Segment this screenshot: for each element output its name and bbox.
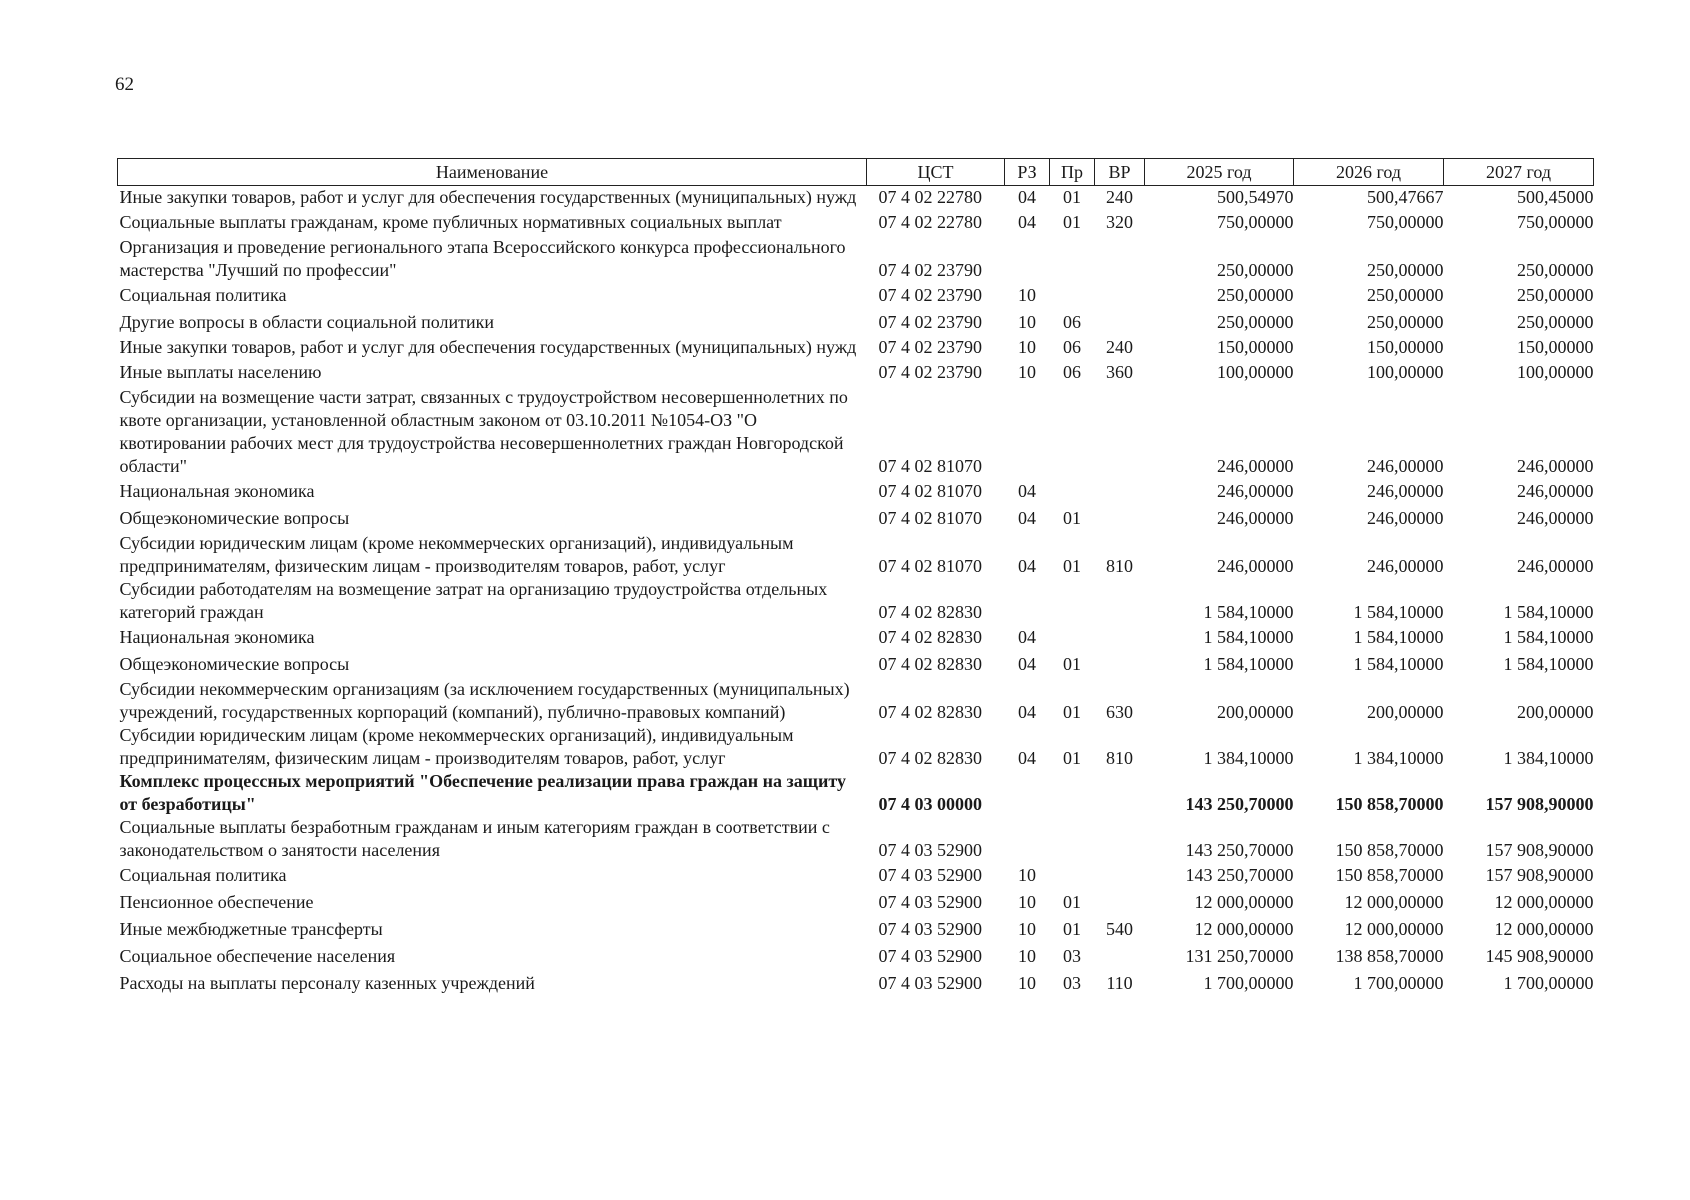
cell-2026: 12 000,00000 [1344,892,1444,912]
cell-name: Пенсионное обеспечение [119,892,314,912]
cell-pr: 01 [1063,508,1081,528]
table-row [118,916,1594,943]
cell-2027: 500,45000 [1517,187,1594,207]
table-row [118,624,1594,651]
cell-pr: 01 [1063,187,1081,207]
budget-table [117,158,1594,997]
cell-vr [1095,943,1145,970]
cell-name: Социальные выплаты гражданам, кроме публичных нормативных социальных выплат [119,212,782,232]
cell-2027: 246,00000 [1517,481,1594,501]
cell-2027: 157 908,90000 [1485,794,1594,814]
cell-rz: 10 [1018,312,1036,332]
cell-2025: 143 250,70000 [1185,840,1294,860]
cell-cst: 07 4 02 82830 [878,627,982,647]
cell-pr: 03 [1063,973,1081,993]
cell-name: Комплекс процессных мероприятий "Обеспечение реализации права граждан на защиту от безработицы" [119,771,846,814]
cell-name: Иные выплаты населению [119,362,322,382]
cell-name: Иные межбюджетные трансферты [119,919,383,939]
cell-pr: 03 [1063,946,1081,966]
cell-cst: 07 4 03 52900 [878,892,982,912]
cell-2025: 1 584,10000 [1203,627,1294,647]
cell-rz: 10 [1018,892,1036,912]
cell-cst: 07 4 03 52900 [878,919,982,939]
table-row [118,309,1594,336]
cell-2026: 1 584,10000 [1353,654,1444,674]
cell-pr: 01 [1063,748,1081,768]
cell-2026: 246,00000 [1367,556,1444,576]
cell-2026: 150 858,70000 [1335,840,1444,860]
cell-2027: 200,00000 [1517,702,1594,722]
cell-2026: 246,00000 [1367,508,1444,528]
cell-2025: 1 584,10000 [1203,602,1294,622]
cell-cst: 07 4 02 81070 [878,481,982,501]
cell-vr [1095,862,1145,889]
cell-rz [1005,578,1050,624]
cell-rz: 04 [1018,654,1036,674]
cell-2026: 1 384,10000 [1353,748,1444,768]
table-header-row [118,159,1594,186]
cell-vr [1095,624,1145,651]
cell-pr [1050,578,1095,624]
cell-vr [1095,282,1145,309]
cell-2025: 500,54970 [1217,187,1294,207]
cell-vr [1095,578,1145,624]
table-row [118,478,1594,505]
page-number: 62 [115,74,134,95]
cell-rz: 10 [1018,973,1036,993]
cell-vr [1095,236,1145,282]
cell-2025: 150,00000 [1217,337,1294,357]
table-row [118,386,1594,478]
cell-name: Социальная политика [119,865,287,885]
cell-rz: 10 [1018,946,1036,966]
cell-pr: 01 [1063,212,1081,232]
table-row [118,678,1594,724]
cell-pr [1050,816,1095,862]
cell-2026: 500,47667 [1367,187,1444,207]
header-vr: ВР [1095,159,1145,186]
table-row [118,359,1594,386]
cell-vr: 360 [1106,362,1133,382]
table-body [118,186,1594,998]
cell-cst: 07 4 02 82830 [878,748,982,768]
cell-pr [1050,282,1095,309]
cell-vr [1095,889,1145,916]
cell-pr [1050,770,1095,816]
cell-cst: 07 4 02 23790 [878,362,982,382]
cell-2027: 246,00000 [1517,556,1594,576]
cell-pr [1050,386,1095,478]
cell-rz: 04 [1018,187,1036,207]
header-2027: 2027 год [1444,159,1594,186]
cell-2025: 200,00000 [1217,702,1294,722]
cell-2027: 250,00000 [1517,312,1594,332]
cell-cst: 07 4 02 23790 [878,337,982,357]
cell-name: Субсидии юридическим лицам (кроме некоммерческих организаций), индивидуальным предпринимателям, физическим лицам - производителям товаров, работ, услуг [119,725,794,768]
cell-2026: 100,00000 [1367,362,1444,382]
cell-2027: 250,00000 [1517,285,1594,305]
cell-vr: 240 [1106,187,1133,207]
cell-2026: 246,00000 [1367,456,1444,476]
header-pr: Пр [1050,159,1095,186]
cell-2025: 250,00000 [1217,312,1294,332]
cell-2027: 12 000,00000 [1494,892,1594,912]
cell-2027: 100,00000 [1517,362,1594,382]
header-cst: ЦСТ [867,159,1005,186]
table-row [118,209,1594,236]
cell-2027: 1 700,00000 [1503,973,1594,993]
cell-vr: 240 [1106,337,1133,357]
cell-2025: 250,00000 [1217,260,1294,280]
cell-pr: 01 [1063,919,1081,939]
cell-2025: 1 384,10000 [1203,748,1294,768]
cell-cst: 07 4 02 81070 [878,508,982,528]
table-row [118,532,1594,578]
cell-2027: 1 584,10000 [1503,602,1594,622]
cell-2026: 1 700,00000 [1353,973,1444,993]
cell-vr [1095,505,1145,532]
cell-rz: 04 [1018,627,1036,647]
cell-cst: 07 4 02 22780 [878,187,982,207]
cell-2026: 250,00000 [1367,285,1444,305]
cell-rz: 04 [1018,748,1036,768]
cell-name: Социальные выплаты безработным гражданам и иным категориям граждан в соответствии с законодательством о занятости населения [119,817,830,860]
cell-2026: 750,00000 [1367,212,1444,232]
cell-2025: 143 250,70000 [1185,865,1294,885]
cell-name: Общеэкономические вопросы [119,508,350,528]
cell-2027: 1 584,10000 [1503,627,1594,647]
cell-pr [1050,624,1095,651]
cell-vr: 540 [1106,919,1133,939]
table-row [118,578,1594,624]
cell-2025: 12 000,00000 [1194,919,1294,939]
cell-name: Организация и проведение регионального этапа Всероссийского конкурса профессионального мастерства "Лучший по профессии" [119,237,846,280]
cell-rz: 10 [1018,865,1036,885]
cell-pr [1050,478,1095,505]
cell-name: Субсидии работодателям на возмещение затрат на организацию трудоустройства отдельных категорий граждан [119,579,828,622]
cell-vr [1095,816,1145,862]
cell-name: Субсидии некоммерческим организациям (за исключением государственных (муниципальных) учреждений, государственных корпораций (компаний), публично-правовых компаний) [119,679,850,722]
cell-2026: 250,00000 [1367,260,1444,280]
cell-rz [1005,816,1050,862]
cell-vr [1095,770,1145,816]
table-row [118,505,1594,532]
cell-vr: 110 [1106,973,1133,993]
cell-2025: 250,00000 [1217,285,1294,305]
cell-name: Субсидии юридическим лицам (кроме некоммерческих организаций), индивидуальным предпринимателям, физическим лицам - производителям товаров, работ, услуг [119,533,794,576]
cell-cst: 07 4 02 82830 [878,654,982,674]
cell-2026: 200,00000 [1367,702,1444,722]
cell-rz [1005,236,1050,282]
cell-name: Общеэкономические вопросы [119,654,350,674]
cell-cst: 07 4 03 52900 [878,865,982,885]
cell-name: Социальное обеспечение населения [119,946,396,966]
cell-vr [1095,386,1145,478]
cell-2025: 1 700,00000 [1203,973,1294,993]
cell-vr [1095,309,1145,336]
table-row [118,724,1594,770]
cell-2027: 157 908,90000 [1485,840,1594,860]
table-row [118,770,1594,816]
cell-2025: 12 000,00000 [1194,892,1294,912]
cell-cst: 07 4 03 52900 [878,973,982,993]
cell-cst: 07 4 02 81070 [878,456,982,476]
cell-2027: 157 908,90000 [1485,865,1594,885]
cell-vr: 320 [1106,212,1133,232]
cell-2027: 150,00000 [1517,337,1594,357]
header-2025: 2025 год [1145,159,1294,186]
cell-rz: 04 [1018,508,1036,528]
table-row [118,651,1594,678]
cell-2027: 1 384,10000 [1503,748,1594,768]
cell-2026: 246,00000 [1367,481,1444,501]
cell-vr [1095,651,1145,678]
cell-cst: 07 4 02 23790 [878,260,982,280]
cell-2026: 250,00000 [1367,312,1444,332]
cell-cst: 07 4 03 00000 [878,794,982,814]
cell-rz: 04 [1018,481,1036,501]
cell-2027: 1 584,10000 [1503,654,1594,674]
cell-rz: 04 [1018,212,1036,232]
cell-rz: 10 [1018,362,1036,382]
cell-rz: 10 [1018,337,1036,357]
cell-2025: 246,00000 [1217,481,1294,501]
cell-rz: 10 [1018,919,1036,939]
cell-rz: 04 [1018,702,1036,722]
cell-pr: 01 [1063,892,1081,912]
cell-2025: 1 584,10000 [1203,654,1294,674]
cell-2026: 12 000,00000 [1344,919,1444,939]
cell-2026: 138 858,70000 [1335,946,1444,966]
cell-2026: 1 584,10000 [1353,602,1444,622]
table-row [118,336,1594,359]
cell-name: Социальная политика [119,285,287,305]
cell-2027: 246,00000 [1517,456,1594,476]
cell-2027: 246,00000 [1517,508,1594,528]
cell-cst: 07 4 02 22780 [878,212,982,232]
cell-name: Расходы на выплаты персоналу казенных учреждений [119,973,535,993]
cell-name: Субсидии на возмещение части затрат, связанных с трудоустройством несовершеннолетних по квоте организации, установленной областным законом от 03.10.2011 №1054-ОЗ "О квотировании рабочих мест для трудоустройства несовершеннолетних граждан Новгородской области" [119,387,848,476]
cell-vr [1095,478,1145,505]
cell-pr: 01 [1063,702,1081,722]
cell-cst: 07 4 03 52900 [878,946,982,966]
cell-rz: 10 [1018,285,1036,305]
cell-name: Национальная экономика [119,481,315,501]
cell-2025: 131 250,70000 [1185,946,1294,966]
table-row [118,186,1594,210]
cell-pr: 06 [1063,337,1081,357]
cell-vr: 810 [1106,556,1133,576]
cell-2027: 250,00000 [1517,260,1594,280]
cell-2025: 246,00000 [1217,456,1294,476]
cell-2025: 246,00000 [1217,556,1294,576]
cell-rz [1005,770,1050,816]
cell-vr: 810 [1106,748,1133,768]
cell-2025: 143 250,70000 [1185,794,1294,814]
cell-pr: 01 [1063,556,1081,576]
table-row [118,282,1594,309]
cell-2026: 150,00000 [1367,337,1444,357]
cell-pr [1050,862,1095,889]
table-row [118,889,1594,916]
cell-name: Национальная экономика [119,627,315,647]
cell-rz: 04 [1018,556,1036,576]
cell-2026: 150 858,70000 [1335,794,1444,814]
table-row [118,862,1594,889]
cell-2026: 150 858,70000 [1335,865,1444,885]
cell-cst: 07 4 02 23790 [878,285,982,305]
cell-name: Другие вопросы в области социальной политики [119,312,495,332]
cell-cst: 07 4 02 82830 [878,602,982,622]
cell-cst: 07 4 03 52900 [878,840,982,860]
cell-vr: 630 [1106,702,1133,722]
cell-cst: 07 4 02 23790 [878,312,982,332]
table-row [118,816,1594,862]
cell-cst: 07 4 02 82830 [878,702,982,722]
cell-pr: 01 [1063,654,1081,674]
cell-pr: 06 [1063,362,1081,382]
cell-2025: 246,00000 [1217,508,1294,528]
cell-pr [1050,236,1095,282]
cell-cst: 07 4 02 81070 [878,556,982,576]
cell-rz [1005,386,1050,478]
cell-pr: 06 [1063,312,1081,332]
cell-2027: 145 908,90000 [1485,946,1594,966]
cell-name: Иные закупки товаров, работ и услуг для обеспечения государственных (муниципальных) нужд [119,337,857,357]
table-row [118,236,1594,282]
cell-2026: 1 584,10000 [1353,627,1444,647]
header-name: Наименование [118,159,867,186]
header-rz: РЗ [1005,159,1050,186]
cell-2025: 750,00000 [1217,212,1294,232]
cell-name: Иные закупки товаров, работ и услуг для обеспечения государственных (муниципальных) нужд [119,187,857,207]
header-2026: 2026 год [1294,159,1444,186]
table-row [118,970,1594,997]
table-row [118,943,1594,970]
cell-2027: 750,00000 [1517,212,1594,232]
cell-2025: 100,00000 [1217,362,1294,382]
cell-2027: 12 000,00000 [1494,919,1594,939]
